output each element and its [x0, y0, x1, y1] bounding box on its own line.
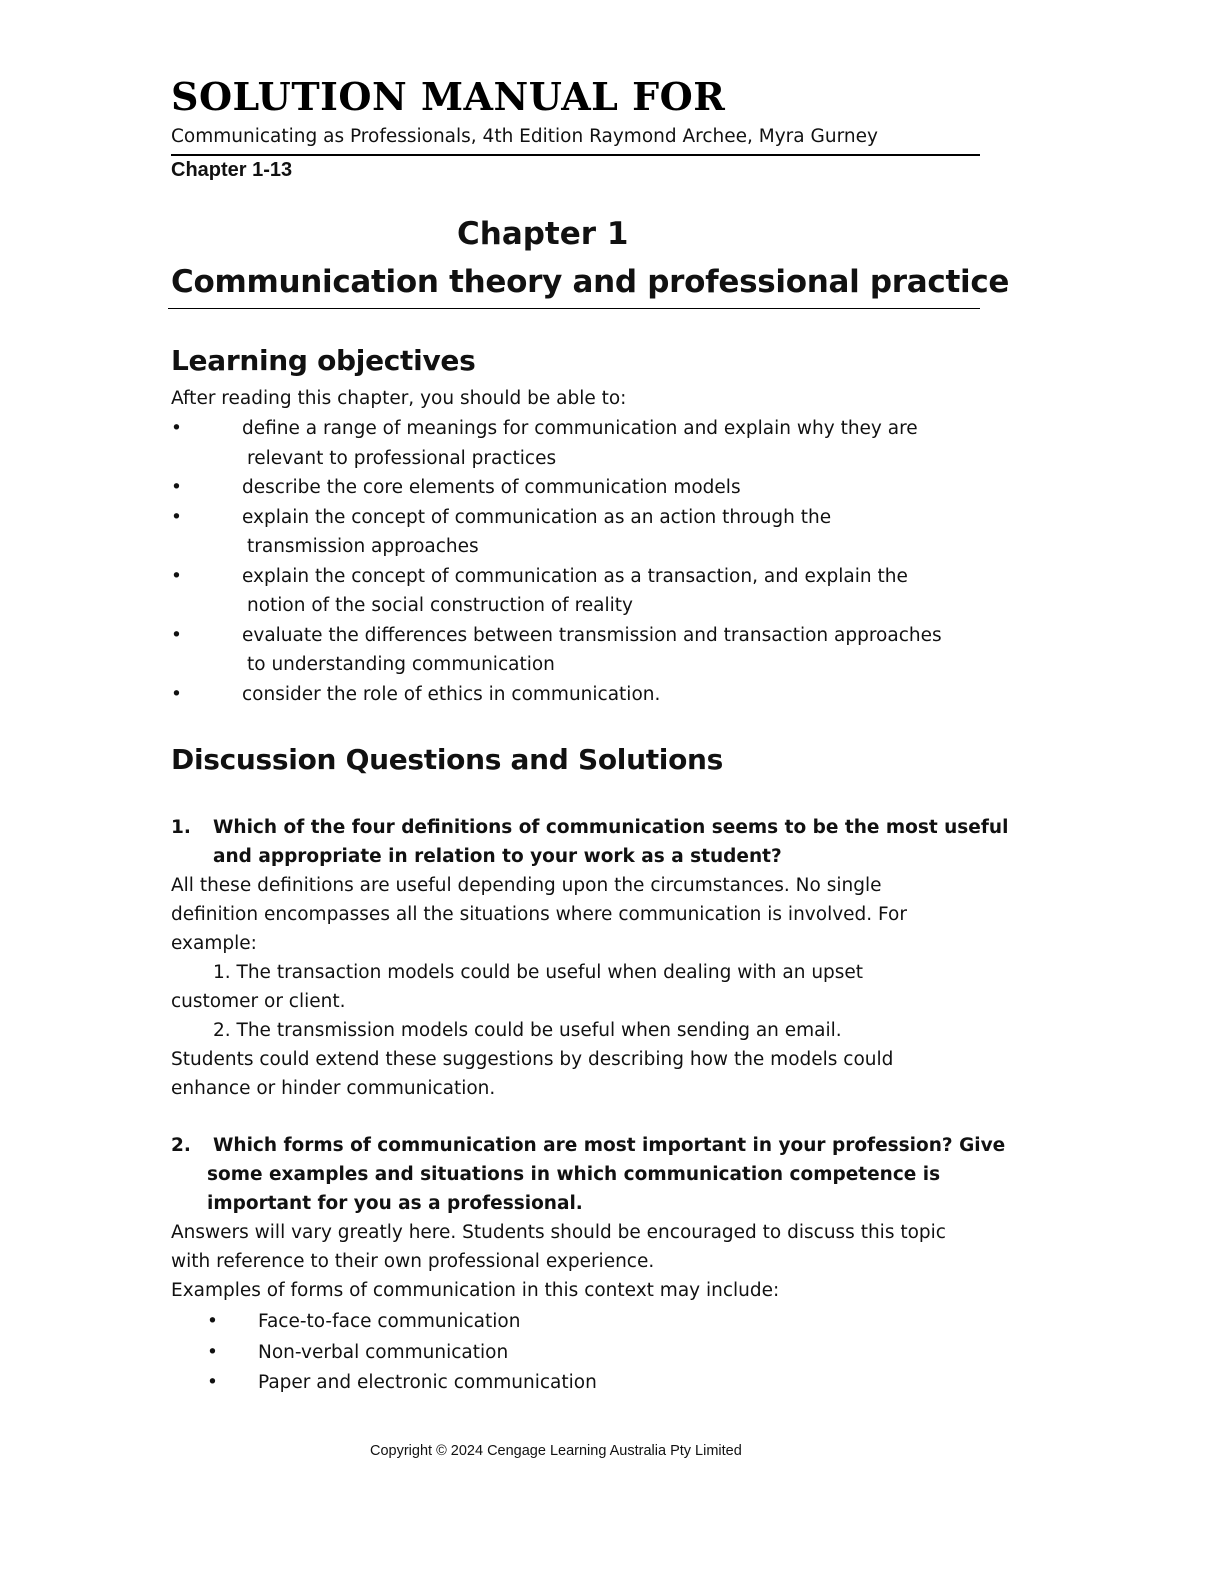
list-item	[171, 414, 942, 473]
form-text: Non-verbal communication	[258, 1341, 509, 1363]
question-2-number: 2.	[171, 1135, 191, 1156]
list-item	[171, 680, 942, 710]
question-1-text-continued: and appropriate in relation to your work as a student?	[213, 846, 782, 867]
form-text: Paper and electronic communication	[258, 1372, 597, 1393]
learning-objectives-heading: Learning objectives	[171, 344, 476, 377]
objective-text-continued: transmission approaches	[247, 536, 479, 557]
objective-text: define a range of meanings for communication and explain why they are	[242, 418, 918, 439]
discussion-heading: Discussion Questions and Solutions	[171, 743, 724, 776]
bullet-icon: •	[171, 683, 182, 705]
bullet-icon: •	[207, 1341, 218, 1363]
bullet-icon: •	[171, 506, 182, 528]
list-item	[171, 1307, 597, 1338]
list-item	[171, 503, 942, 562]
chapter-title: Communication theory and professional practice	[171, 264, 1010, 300]
question-1-text: Which of the four definitions of communication seems to be the most useful	[213, 817, 1009, 838]
list-item	[171, 1338, 597, 1369]
bullet-icon: •	[207, 1311, 218, 1332]
question-1-number: 1.	[171, 817, 191, 838]
learning-objectives-intro: After reading this chapter, you should be able to:	[171, 388, 627, 409]
answer-1-line: 1. The transaction models could be useful when dealing with an upset	[213, 962, 864, 983]
objective-text-continued: to understanding communication	[247, 654, 555, 675]
answer-2-line: Examples of forms of communication in this context may include:	[171, 1280, 780, 1301]
objective-text-continued: notion of the social construction of reality	[247, 595, 633, 616]
list-item	[171, 1368, 597, 1399]
answer-1-line: definition encompasses all the situations where communication is involved. For	[171, 904, 907, 925]
header-divider	[171, 154, 980, 156]
answer-1-line: Students could extend these suggestions by describing how the models could	[171, 1049, 894, 1070]
objective-text: explain the concept of communication as an action through the	[242, 506, 832, 528]
manual-title: SOLUTION MANUAL FOR	[171, 74, 726, 119]
objective-text: explain the concept of communication as a transaction, and explain the	[242, 565, 908, 587]
copyright-footer: Copyright © 2024 Cengage Learning Australia Pty Limited	[370, 1443, 742, 1459]
bullet-icon: •	[171, 418, 182, 439]
list-item	[171, 473, 942, 503]
answer-1-line: All these definitions are useful depending upon the circumstances. No single	[171, 875, 882, 896]
learning-objectives-list	[171, 414, 942, 709]
bullet-icon: •	[171, 624, 182, 646]
question-2-text-continued: some examples and situations in which communication competence is	[207, 1164, 941, 1185]
chapter-number: Chapter 1	[457, 216, 629, 252]
bullet-icon: •	[207, 1372, 218, 1393]
question-2-text: Which forms of communication are most important in your profession? Give	[213, 1135, 1006, 1156]
answer-1-line: 2. The transmission models could be useful when sending an email.	[213, 1020, 842, 1041]
communication-forms-list	[171, 1307, 597, 1399]
list-item	[171, 562, 942, 621]
bullet-icon: •	[171, 477, 182, 498]
objective-text-continued: relevant to professional practices	[247, 447, 557, 469]
bullet-icon: •	[171, 565, 182, 587]
answer-2-line: with reference to their own professional experience.	[171, 1251, 655, 1272]
objective-text: consider the role of ethics in communication.	[242, 683, 661, 705]
chapter-title-underline	[168, 308, 980, 309]
chapter-range: Chapter 1-13	[171, 159, 293, 181]
question-2-text-continued: important for you as a professional.	[207, 1193, 583, 1214]
form-text: Face-to-face communication	[258, 1311, 521, 1332]
objective-text: describe the core elements of communication models	[242, 477, 741, 498]
answer-2-line: Answers will vary greatly here. Students should be encouraged to discuss this topic	[171, 1222, 946, 1243]
list-item	[171, 621, 942, 680]
objective-text: evaluate the differences between transmission and transaction approaches	[242, 624, 942, 646]
answer-1-line: customer or client.	[171, 991, 346, 1012]
book-subtitle: Communicating as Professionals, 4th Edition Raymond Archee, Myra Gurney	[171, 126, 878, 147]
answer-1-line: example:	[171, 933, 257, 954]
answer-1-line: enhance or hinder communication.	[171, 1078, 496, 1099]
